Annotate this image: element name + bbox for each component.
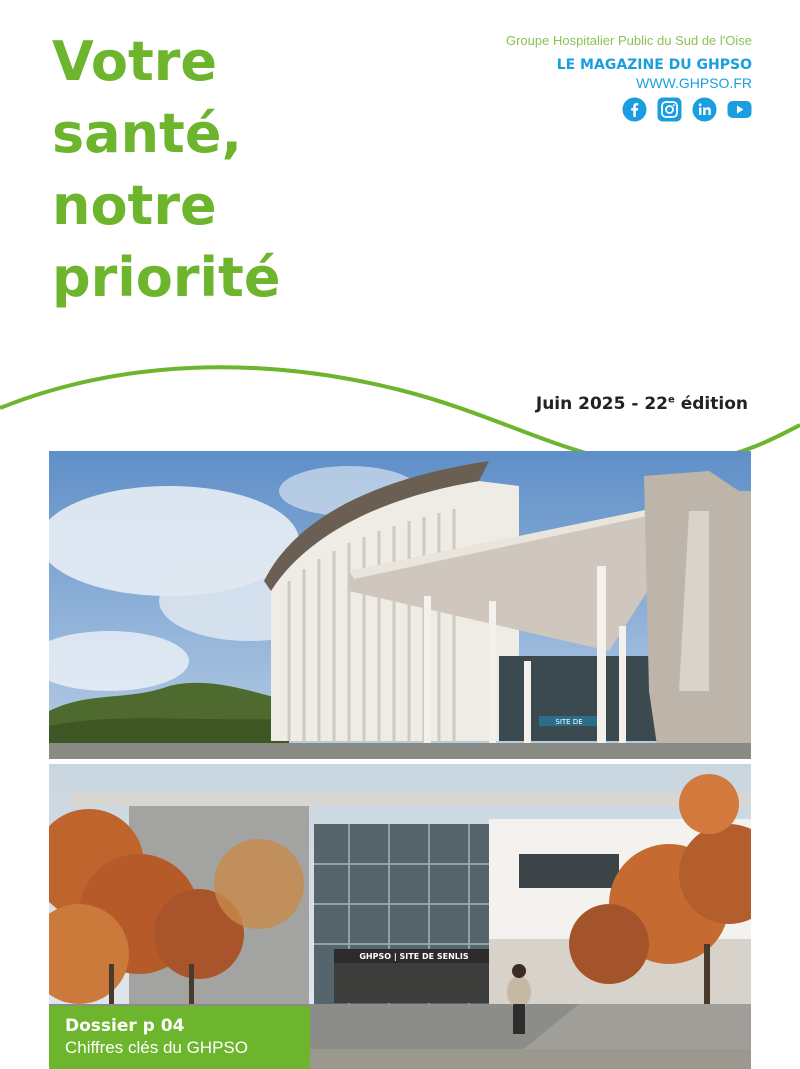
instagram-icon[interactable] <box>657 97 682 122</box>
group-name: Groupe Hospitalier Public du Sud de l'Oise <box>505 33 752 48</box>
dossier-callout[interactable] <box>49 1006 310 1069</box>
edition-prefix: Juin 2025 - 22 <box>535 394 669 414</box>
magazine-title: LE MAGAZINE DU GHPSO <box>556 57 752 73</box>
dossier-subtitle: Chiffres clés du GHPSO <box>65 1038 248 1057</box>
youtube-icon[interactable] <box>727 97 752 122</box>
headline-line-4: priorité <box>52 246 281 309</box>
headline-line-3: notre <box>52 174 217 237</box>
site-sign-top: SITE DE <box>555 718 583 726</box>
cover-headline <box>52 26 280 314</box>
edition-superscript: e <box>668 394 675 406</box>
headline-line-1: Votre <box>52 30 218 93</box>
edition-date <box>536 394 748 414</box>
dossier-title: Dossier p 04 <box>65 1016 185 1036</box>
facebook-icon[interactable] <box>622 97 647 122</box>
masthead <box>506 33 752 122</box>
edition-suffix: édition <box>674 394 748 414</box>
social-links <box>506 97 752 122</box>
headline-line-2: santé, <box>52 102 242 165</box>
website-link[interactable]: WWW.GHPSO.FR <box>636 75 752 91</box>
linkedin-icon[interactable] <box>692 97 717 122</box>
site-sign-senlis: GHPSO | SITE DE SENLIS <box>359 952 469 961</box>
hospital-photo-top <box>49 451 751 759</box>
